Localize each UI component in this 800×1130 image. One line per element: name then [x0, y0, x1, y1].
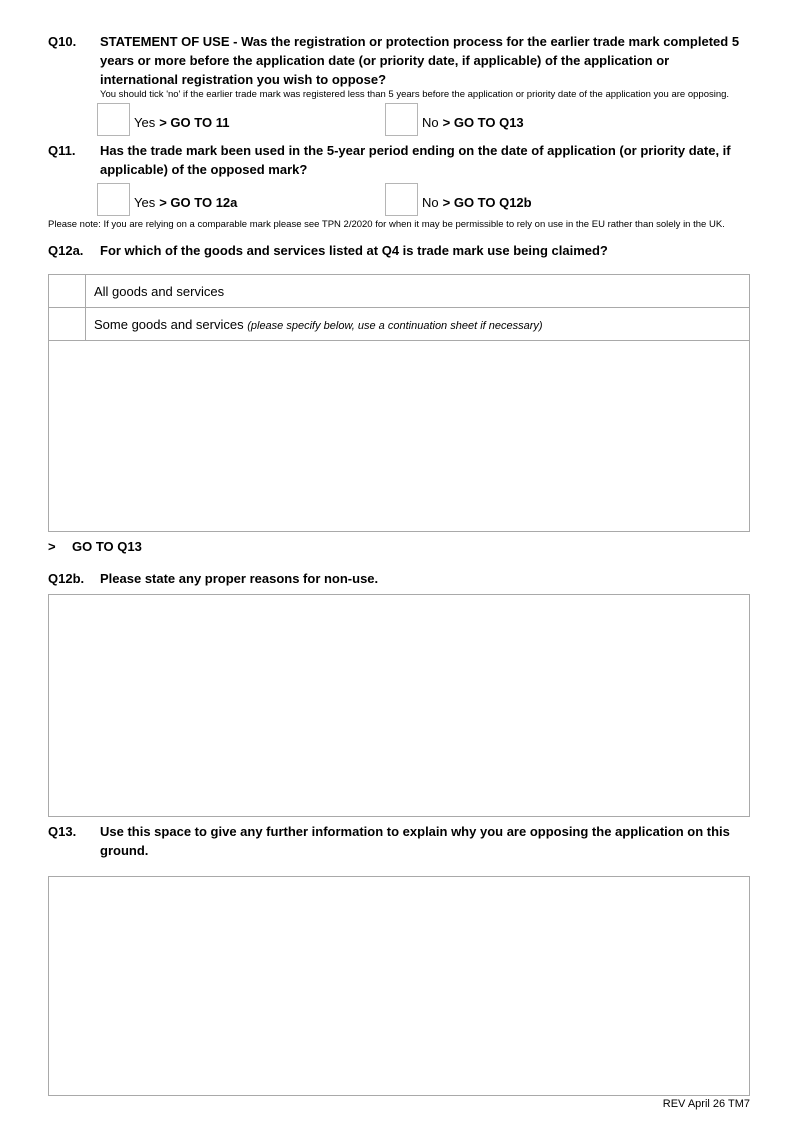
q11-no-text: No [422, 195, 439, 210]
q10-no-text: No [422, 115, 439, 130]
q10-question-text [100, 32, 750, 101]
q11-answer-row [48, 183, 750, 216]
q13-answer-box[interactable] [48, 876, 750, 1096]
q11-no-checkbox[interactable] [385, 183, 418, 216]
q11-yes-option [97, 183, 237, 216]
goto-arrow-icon: > [48, 539, 56, 554]
q12a-all-goods-label-cell [86, 275, 750, 308]
q12a-some-goods-label: Some goods and services [94, 316, 244, 332]
q10-yes-label [134, 115, 229, 130]
q10-question-body: STATEMENT OF USE - Was the registration or protection process for the earlier trade mark completed 5 years or more before the application date (or priority date, if applicable) of the application or international registration you wish to oppose? [100, 34, 740, 87]
q12a-option-row-all [49, 275, 750, 308]
q11-yes-label [134, 195, 237, 210]
q12a-some-goods-suffix: (please specify below, use a continuation sheet if necessary) [247, 319, 543, 332]
q12a-some-goods-tickbox[interactable] [49, 308, 86, 341]
q12b-question-block [48, 569, 750, 588]
q12a-number: Q12a. [48, 243, 84, 258]
q10-yes-goto: > GO TO 11 [159, 115, 230, 130]
q12b-answer-box[interactable] [48, 594, 750, 817]
q12a-all-goods-label: All goods and services [94, 283, 225, 299]
q11-number: Q11. [48, 143, 76, 158]
q11-no-option [385, 183, 532, 216]
q12b-question-text: Please state any proper reasons for non-use. [100, 571, 379, 586]
q12a-specify-row [49, 341, 750, 532]
q12a-question-text: For which of the goods and services listed at Q4 is trade mark use being claimed? [100, 243, 608, 258]
q10-no-option [385, 103, 524, 136]
q11-no-goto: > GO TO Q12b [442, 195, 532, 210]
q10-yes-checkbox[interactable] [97, 103, 130, 136]
q11-yes-checkbox[interactable] [97, 183, 130, 216]
q12a-question-block [48, 241, 750, 260]
q12a-options-table [48, 274, 750, 532]
q11-yes-goto: > GO TO 12a [159, 195, 238, 210]
q13-number: Q13. [48, 824, 77, 839]
q11-no-label [422, 195, 532, 210]
q11-yes-text: Yes [134, 195, 156, 210]
q10-question-block [48, 32, 750, 101]
q11-question-text: Has the trade mark been used in the 5-year period ending on the date of application (or priority date, if applicable) of the opposed mark? [100, 143, 731, 177]
q10-note: You should tick 'no' if the earlier trade mark was registered less than 5 years before the application or priority date of the application you are opposing. [100, 89, 730, 100]
q12a-goto-text: GO TO Q13 [72, 539, 142, 554]
q12b-number: Q12b. [48, 571, 85, 586]
q13-question-block [48, 822, 750, 860]
q12a-option-row-some [49, 308, 750, 341]
q10-answer-row [48, 103, 750, 136]
q10-no-checkbox[interactable] [385, 103, 418, 136]
q10-no-goto: > GO TO Q13 [442, 115, 524, 130]
q10-no-label [422, 115, 524, 130]
q13-question-text: Use this space to give any further information to explain why you are opposing the application on this ground. [100, 824, 730, 858]
q12a-all-goods-tickbox[interactable] [49, 275, 86, 308]
q11-comparable-mark-note: Please note: If you are relying on a comparable mark please see TPN 2/2020 for when it may be permissible to rely on use in the EU rather than solely in the UK. [48, 219, 725, 230]
q12a-specify-area[interactable] [49, 341, 750, 532]
q10-yes-text: Yes [134, 115, 156, 130]
q10-yes-option [97, 103, 229, 136]
q12a-goto-line [48, 537, 750, 556]
q11-question-block [48, 141, 750, 179]
q12a-some-goods-label-cell [86, 308, 750, 341]
q10-number: Q10. [48, 34, 77, 49]
form-revision-label: REV April 26 TM7 [662, 1098, 750, 1110]
